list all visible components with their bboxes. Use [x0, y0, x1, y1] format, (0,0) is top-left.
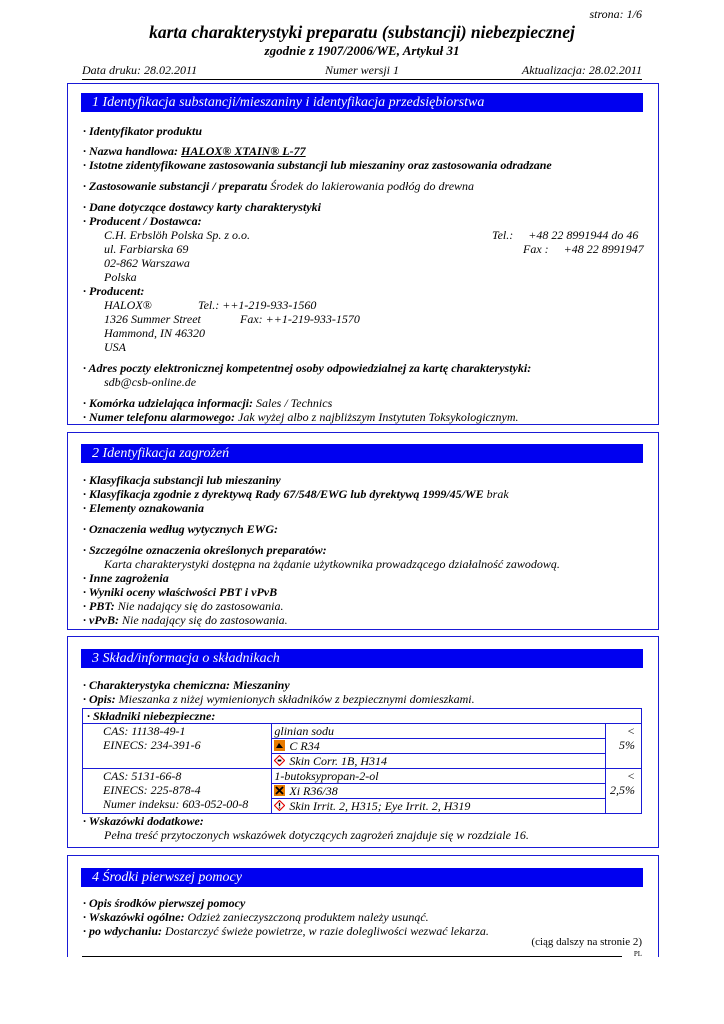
section-2-heading: 2 Identyfikacja zagrożeń [81, 444, 643, 463]
producer-city: Hammond, IN 46320 [104, 326, 205, 340]
info-row [83, 396, 332, 411]
section-1-heading: 1 Identyfikacja substancji/mieszaniny i identyfikacja przedsiębiorstwa [81, 93, 643, 112]
emergency-value: Jak wyżej albo z najbliższym Instytuten Toksykologicznym. [238, 410, 519, 424]
general-row [83, 910, 429, 925]
producer-street: 1326 Summer Street [104, 312, 201, 326]
table-row [83, 724, 642, 769]
header-rule [82, 79, 642, 80]
vpvb-label: · vPvB: [83, 613, 122, 627]
pbt-row [83, 599, 283, 614]
inhalation-label: · po wdychaniu: [83, 924, 166, 938]
class2-text: Skin Irrit. 2, H315; Eye Irrit. 2, H319 [289, 799, 471, 813]
component-details [272, 769, 606, 814]
uses-label: · Istotne zidentyfikowane zastosowania substancji lub mieszaniny oraz zastosowania odradzane [83, 158, 552, 172]
additional-label [83, 814, 204, 829]
desc-value: Mieszanka z niżej wymienionych składników z bezpiecznymi domieszkami. [118, 692, 475, 706]
cas-number: CAS: 5131-66-8 [103, 769, 182, 783]
trade-name: HALOX® XTAIN® L-77 [181, 144, 306, 158]
component-class1 [272, 738, 605, 753]
table-row [83, 769, 642, 814]
producer-tel: Tel.: ++1-219-933-1560 [198, 298, 317, 312]
component-class1 [272, 783, 605, 798]
desc-row [83, 692, 475, 707]
application-value: Środek do lakierowania podłóg do drewna [270, 179, 475, 193]
info-label: · Komórka udzielająca informacji: [83, 396, 257, 410]
classification-eu-row [83, 487, 509, 502]
supplier-fax: Fax : +48 22 8991947 [523, 242, 644, 256]
supplier-line: 02-862 Warszawa [104, 256, 190, 270]
supplier-tel: Tel.: +48 22 8991944 do 46 [492, 228, 639, 242]
component-details [272, 724, 606, 769]
ewg-labels: · Oznaczenia według wytycznych EWG: [83, 522, 278, 536]
email-value: sdb@csb-online.de [104, 375, 197, 389]
component-class2 [272, 753, 605, 768]
pbt-value: Nie nadający się do zastosowania. [117, 599, 284, 613]
product-identifier: · Identyfikator produktu [83, 124, 203, 138]
index-number: Numer indeksu: 603-052-00-8 [103, 797, 249, 811]
component-conc: < 5% [606, 724, 642, 769]
producer-label: · Producent: [83, 284, 145, 298]
class1-text: Xi R36/38 [289, 784, 338, 798]
section-2 [67, 432, 659, 630]
component-name: glinian sodu [274, 724, 335, 738]
cas-number: CAS: 11138-49-1 [103, 724, 186, 738]
chem-char: · Charakterystyka chemiczna: Mieszaniny [83, 678, 290, 692]
producer-country: USA [104, 340, 126, 354]
producer-name: HALOX® [104, 298, 152, 312]
ghs-corrosion-icon [274, 755, 285, 766]
vpvb-value: Nie nadający się do zastosowania. [121, 613, 288, 627]
document-subtitle: zgodnie z 1907/2006/WE, Artykuł 31 [264, 43, 460, 58]
version-number: Numer wersji 1 [325, 63, 400, 77]
info-value: Sales / Technics [256, 396, 333, 410]
pbt-label: · PBT: [83, 599, 118, 613]
other-hazards: · Inne zagrożenia [83, 571, 169, 585]
component-conc: < 2,5% [606, 769, 642, 814]
pbt-vpvb: · Wyniki oceny właściwości PBT i vPvB [83, 585, 278, 599]
additional-text: Pełna treść przytoczonych wskazówek dotyczących zagrożeń znajduje się w rozdziale 16. [104, 828, 529, 842]
inhalation-row [83, 924, 489, 939]
supplier-line: ul. Farbiarska 69 [104, 242, 189, 256]
update-date: Aktualizacja: 28.02.2011 [521, 63, 642, 77]
supplier-line: Polska [104, 270, 137, 284]
section-4-heading: 4 Środki pierwszej pomocy [81, 868, 643, 887]
application-label: · Zastosowanie substancji / preparatu [83, 179, 271, 193]
hazardous-components-table [82, 708, 642, 814]
einecs-number: EINECS: 234-391-6 [103, 738, 201, 752]
desc-label: · Opis: [83, 692, 119, 706]
hazardous-label-text: · Składniki niebezpieczne: [87, 709, 216, 723]
producer-supplier: · Producent / Dostawca: [83, 214, 202, 228]
hazardous-label [83, 709, 642, 724]
component-ids [83, 769, 272, 814]
document-title: karta charakterystyki preparatu (substancji) niebezpiecznej [149, 22, 575, 42]
special-labels: · Szczególne oznaczenia określonych preparatów: [83, 543, 327, 557]
emergency-row [83, 410, 519, 425]
special-text: Karta charakterystyki dostępna na żądanie użytkownika prowadzącego działalność zawodową. [104, 557, 560, 571]
component-class2 [272, 798, 605, 813]
emergency-label: · Numer telefonu alarmowego: [83, 410, 238, 424]
supplier-details: · Dane dotyczące dostawcy karty charakterystyki [83, 200, 321, 214]
first-aid-desc: · Opis środków pierwszej pomocy [83, 896, 246, 910]
general-label: · Wskazówki ogólne: [83, 910, 188, 924]
class2-text: Skin Corr. 1B, H314 [289, 754, 388, 768]
ghs-exclamation-icon [274, 800, 285, 811]
vpvb-row [83, 613, 288, 628]
section-3-heading: 3 Skład/informacja o składnikach [81, 649, 643, 668]
classification-eu-label: · Klasyfikacja zgodnie z dyrektywą Rady 67/548/EWG lub dyrektywą 1999/45/WE [83, 487, 487, 501]
continued-note: (ciąg dalszy na stronie 2) [531, 936, 642, 948]
footer-rule [82, 956, 622, 957]
print-date: Data druku: 28.02.2011 [82, 63, 198, 77]
section-1 [67, 83, 659, 425]
corrosive-icon [274, 740, 285, 751]
general-value: Odzież zanieczyszczoną produktem należy usunąć. [187, 910, 429, 924]
page-number: strona: 1/6 [589, 7, 642, 21]
additional-label-text: · Wskazówki dodatkowe: [83, 814, 204, 828]
language-code: PL [633, 950, 642, 958]
trade-name-row [83, 144, 306, 159]
trade-name-label: · Nazwa handlowa: [83, 144, 182, 158]
component-name: 1-butoksypropan-2-ol [274, 769, 379, 783]
email-label: · Adres poczty elektronicznej kompetentnej osoby odpowiedzialnej za kartę charakterystyki: [83, 361, 532, 375]
class1-text: C R34 [289, 739, 320, 753]
einecs-number: EINECS: 225-878-4 [103, 783, 201, 797]
irritant-icon [274, 785, 285, 796]
classification: · Klasyfikacja substancji lub mieszaniny [83, 473, 281, 487]
label-elements: · Elementy oznakowania [83, 501, 205, 515]
producer-fax: Fax: ++1-219-933-1570 [240, 312, 360, 326]
component-ids [83, 724, 272, 769]
application-row [83, 179, 474, 194]
classification-eu-value: brak [486, 487, 509, 501]
inhalation-value: Dostarczyć świeże powietrze, w razie dolegliwości wezwać lekarza. [165, 924, 489, 938]
table-row [83, 709, 642, 724]
supplier-line: C.H. Erbslöh Polska Sp. z o.o. [104, 228, 251, 242]
